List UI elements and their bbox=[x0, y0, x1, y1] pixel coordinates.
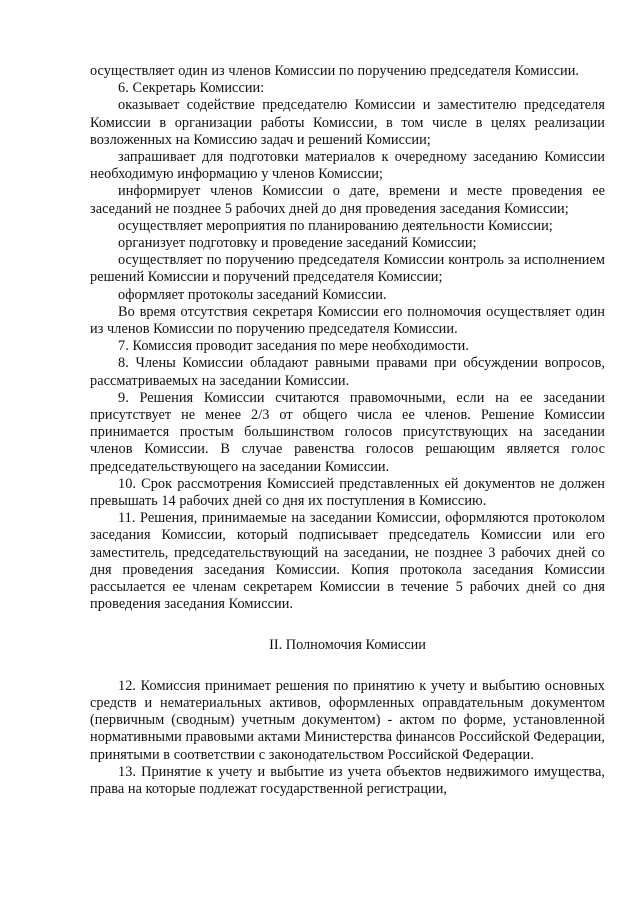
paragraph: организует подготовку и проведение заседаний Комиссии; bbox=[118, 235, 477, 252]
paragraph-item-12: 12. Комиссия принимает решения по принятию к учету и выбытию основных средств и нематериальных активов, оформленных оправдательным документом (первичным (сводным) учетным документом) - актом по форме, установленной нормативными правовыми актами Министерства финансов Российской Федерации, принятыми в соответствии с законодательством Российской Федерации. bbox=[90, 677, 605, 763]
paragraph: запрашивает для подготовки материалов к очередному заседанию Комиссии необходимую информацию у членов Комиссии; bbox=[90, 149, 605, 183]
section-heading: II. Полномочия Комиссии bbox=[269, 636, 426, 653]
document-body bbox=[90, 63, 605, 798]
paragraph-item-6-title: 6. Секретарь Комиссии: bbox=[118, 80, 265, 97]
section-spacer bbox=[90, 614, 605, 637]
paragraph: осуществляет один из членов Комиссии по поручению председателя Комиссии. bbox=[90, 63, 580, 79]
paragraph-item-8: 8. Члены Комиссии обладают равными правами при обсуждении вопросов, рассматриваемых на заседании Комиссии. bbox=[90, 355, 605, 389]
paragraph: Во время отсутствия секретаря Комиссии его полномочия осуществляет один из членов Комиссии по поручению председателя Комиссии. bbox=[90, 303, 605, 338]
paragraph-item-13: 13. Принятие к учету и выбытие из учета объектов недвижимого имущества, права на которые подлежат государственной регистрации, bbox=[90, 763, 605, 797]
paragraph: оформляет протоколы заседаний Комиссии. bbox=[118, 286, 387, 303]
paragraph-item-7: 7. Комиссия проводит заседания по мере необходимости. bbox=[118, 338, 470, 355]
paragraph: осуществляет по поручению председателя Комиссии контроль за исполнением решений Комиссии и поручений председателя Комиссии; bbox=[90, 252, 605, 286]
section-spacer bbox=[90, 654, 605, 678]
paragraph: информирует членов Комиссии о дате, времени и месте проведения ее заседаний не позднее 5 рабочих дней до дня проведения заседания Комиссии; bbox=[90, 183, 605, 217]
paragraph-item-10: 10. Срок рассмотрения Комиссией представленных ей документов не должен превышать 14 рабочих дней со дня их поступления в Комиссию. bbox=[90, 475, 605, 510]
paragraph: оказывает содействие председателю Комиссии и заместителю председателя Комиссии в организации работы Комиссии, в том числе в целях реализации возложенных на Комиссию задач и решений Комиссии; bbox=[90, 97, 605, 148]
paragraph-item-11: 11. Решения, принимаемые на заседании Комиссии, оформляются протоколом заседания Комиссии, который подписывает председатель Комиссии или его заместитель, председательствующий на заседании, не позднее 3 рабочих дней со дня проведения заседания Комиссии. Копия протокола заседания Комиссии рассылается ее членам секретарем Комиссии в течение 5 рабочих дней со дня проведения заседания Комиссии. bbox=[90, 510, 605, 613]
paragraph: осуществляет мероприятия по планированию деятельности Комиссии; bbox=[118, 217, 553, 234]
paragraph-item-9: 9. Решения Комиссии считаются правомочными, если на ее заседании присутствует не менее 2/3 от общего числа ее членов. Решение Комиссии принимается простым большинством голосов присутствующих на заседании членов Комиссии. В случае равенства голосов решающим является голос председательствующего на заседании Комиссии. bbox=[90, 389, 605, 475]
